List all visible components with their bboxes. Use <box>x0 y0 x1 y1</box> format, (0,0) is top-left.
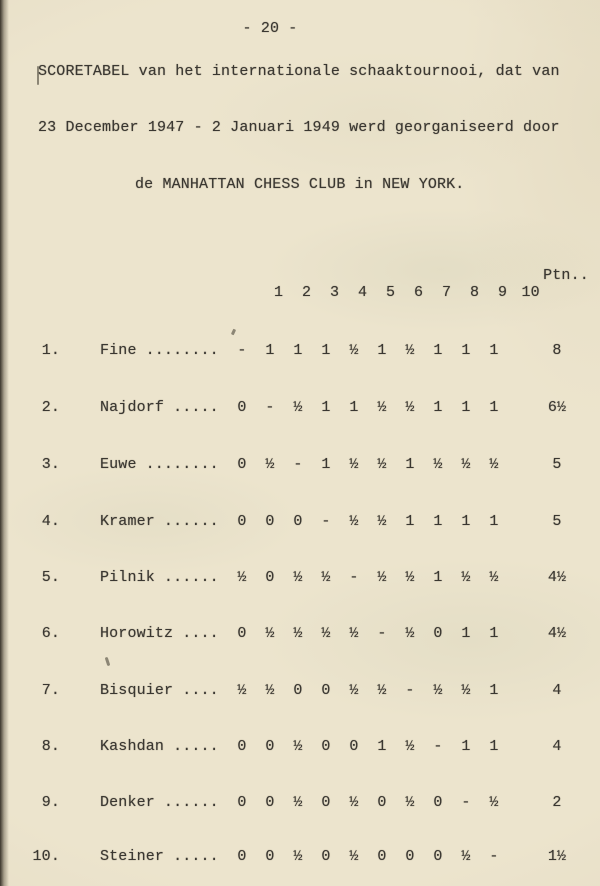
result-cell: - <box>461 794 471 811</box>
column-header: 1 <box>274 284 284 301</box>
column-header: 2 <box>302 284 312 301</box>
result-cell: ½ <box>321 569 331 586</box>
leader-dots: ..... <box>173 738 219 755</box>
points-value: 8 <box>552 342 562 359</box>
result-cell: ½ <box>433 682 443 699</box>
points-value: 4½ <box>547 625 567 642</box>
row-cells <box>228 682 508 699</box>
row-cells <box>228 738 508 755</box>
table-row <box>0 738 600 760</box>
result-cell: 0 <box>237 625 247 642</box>
player-name <box>100 738 219 755</box>
result-cell: ½ <box>377 569 387 586</box>
result-cell: 1 <box>321 342 331 359</box>
leader-dots: ..... <box>173 848 219 865</box>
row-cells <box>228 625 508 642</box>
result-cell: 0 <box>433 625 443 642</box>
result-cell: ½ <box>237 682 247 699</box>
table-row <box>0 399 600 421</box>
table-row <box>0 682 600 704</box>
row-rank: 10. <box>32 848 60 865</box>
row-cells <box>228 399 508 416</box>
result-cell: 1 <box>405 456 415 473</box>
result-cell: - <box>265 399 275 416</box>
row-cells <box>228 456 508 473</box>
result-cell: 0 <box>265 738 275 755</box>
result-cell: - <box>321 513 331 530</box>
row-rank: 1. <box>41 342 60 359</box>
result-cell: 1 <box>489 399 499 416</box>
row-cells <box>228 848 508 865</box>
result-cell: 0 <box>265 513 275 530</box>
result-cell: 0 <box>321 794 331 811</box>
result-cell: ½ <box>461 682 471 699</box>
row-cells <box>228 794 508 811</box>
player-name <box>100 682 219 699</box>
points-value: 5 <box>552 456 562 473</box>
table-header-numbers <box>228 267 545 318</box>
result-cell: 0 <box>237 399 247 416</box>
result-cell: 1 <box>293 342 303 359</box>
leader-dots: .... <box>182 625 219 642</box>
result-cell: 0 <box>237 794 247 811</box>
row-rank: 5. <box>41 569 60 586</box>
column-header-points: Ptn.. <box>543 267 589 284</box>
result-cell: 1 <box>433 513 443 530</box>
result-cell: ½ <box>405 342 415 359</box>
points-value: 2 <box>552 794 562 811</box>
result-cell: 0 <box>237 456 247 473</box>
leader-dots: ..... <box>173 399 219 416</box>
result-cell: 0 <box>405 848 415 865</box>
result-cell: 0 <box>433 848 443 865</box>
result-cell: ½ <box>349 794 359 811</box>
title-line-1: SCORETABEL van het internationale schaaktournooi, dat van <box>38 63 560 80</box>
result-cell: 0 <box>237 738 247 755</box>
row-rank: 4. <box>41 513 60 530</box>
points-value: 6½ <box>547 399 567 416</box>
title-line-2: 23 December 1947 - 2 Januari 1949 werd georganiseerd door <box>38 119 560 136</box>
result-cell: ½ <box>293 738 303 755</box>
result-cell: - <box>293 456 303 473</box>
player-name-text: Steiner <box>100 848 165 865</box>
player-name-text: Najdorf <box>100 399 165 416</box>
result-cell: 0 <box>321 848 331 865</box>
row-rank: 8. <box>41 738 60 755</box>
result-cell: - <box>433 738 443 755</box>
player-name <box>100 342 219 359</box>
result-cell: 1 <box>321 399 331 416</box>
result-cell: ½ <box>489 569 499 586</box>
result-cell: 1 <box>461 738 471 755</box>
column-header: 4 <box>358 284 368 301</box>
row-cells <box>228 513 508 530</box>
result-cell: ½ <box>461 456 471 473</box>
result-cell: 1 <box>377 738 387 755</box>
result-cell: ½ <box>405 738 415 755</box>
row-rank: 3. <box>41 456 60 473</box>
leader-dots: ...... <box>163 513 219 530</box>
result-cell: 0 <box>349 738 359 755</box>
result-cell: ½ <box>489 794 499 811</box>
result-cell: ½ <box>265 456 275 473</box>
result-cell: ½ <box>461 569 471 586</box>
player-name-text: Kashdan <box>100 738 165 755</box>
result-cell: - <box>489 848 499 865</box>
result-cell: ½ <box>349 456 359 473</box>
result-cell: ½ <box>377 456 387 473</box>
result-cell: ½ <box>377 399 387 416</box>
result-cell: 1 <box>377 342 387 359</box>
result-cell: 1 <box>489 625 499 642</box>
table-row <box>0 342 600 364</box>
result-cell: ½ <box>349 848 359 865</box>
result-cell: ½ <box>405 399 415 416</box>
result-cell: 0 <box>433 794 443 811</box>
title-line-3: de MANHATTAN CHESS CLUB in NEW YORK. <box>135 176 465 193</box>
player-name-text: Euwe <box>100 456 137 473</box>
result-cell: ½ <box>349 342 359 359</box>
row-rank: 7. <box>41 682 60 699</box>
result-cell: - <box>237 342 247 359</box>
result-cell: 1 <box>265 342 275 359</box>
result-cell: 1 <box>461 399 471 416</box>
result-cell: ½ <box>433 456 443 473</box>
player-name <box>100 848 219 865</box>
points-value: 4 <box>552 682 562 699</box>
result-cell: ½ <box>349 682 359 699</box>
result-cell: 0 <box>293 682 303 699</box>
result-cell: ½ <box>349 625 359 642</box>
points-value: 4½ <box>547 569 567 586</box>
player-name-text: Denker <box>100 794 155 811</box>
player-name <box>100 399 219 416</box>
result-cell: 1 <box>433 342 443 359</box>
result-cell: ½ <box>349 513 359 530</box>
result-cell: 0 <box>377 794 387 811</box>
result-cell: 1 <box>461 513 471 530</box>
result-cell: ½ <box>293 399 303 416</box>
column-header: 7 <box>442 284 452 301</box>
result-cell: 0 <box>237 513 247 530</box>
result-cell: 1 <box>489 513 499 530</box>
table-row <box>0 794 600 816</box>
leader-dots: ...... <box>163 794 219 811</box>
result-cell: 1 <box>489 738 499 755</box>
result-cell: 1 <box>433 399 443 416</box>
result-cell: 1 <box>405 513 415 530</box>
result-cell: 1 <box>489 682 499 699</box>
player-name-text: Fine <box>100 342 137 359</box>
result-cell: - <box>377 625 387 642</box>
result-cell: 0 <box>377 848 387 865</box>
result-cell: 0 <box>265 794 275 811</box>
column-header: 3 <box>330 284 340 301</box>
leader-dots: ...... <box>163 569 219 586</box>
player-name-text: Kramer <box>100 513 155 530</box>
result-cell: 0 <box>321 682 331 699</box>
player-name <box>100 569 219 586</box>
points-value: 4 <box>552 738 562 755</box>
result-cell: ½ <box>293 794 303 811</box>
result-cell: ½ <box>293 569 303 586</box>
row-rank: 6. <box>41 625 60 642</box>
result-cell: 0 <box>293 513 303 530</box>
leader-dots: .... <box>182 682 219 699</box>
page-number: - 20 - <box>242 20 298 37</box>
result-cell: ½ <box>293 625 303 642</box>
result-cell: 0 <box>237 848 247 865</box>
points-value: 1½ <box>547 848 567 865</box>
points-value: 5 <box>552 513 562 530</box>
result-cell: ½ <box>377 682 387 699</box>
player-name <box>100 794 219 811</box>
player-name-text: Pilnik <box>100 569 155 586</box>
row-cells <box>228 569 508 586</box>
table-row <box>0 513 600 535</box>
player-name <box>100 456 219 473</box>
player-name-text: Bisquier <box>100 682 174 699</box>
scan-artifact <box>231 329 236 336</box>
row-rank: 9. <box>41 794 60 811</box>
leader-dots: ........ <box>145 456 219 473</box>
result-cell: - <box>405 682 415 699</box>
result-cell: 0 <box>265 848 275 865</box>
column-header: 9 <box>498 284 508 301</box>
result-cell: 0 <box>321 738 331 755</box>
scan-artifact <box>105 657 111 666</box>
table-row <box>0 456 600 478</box>
result-cell: ½ <box>405 794 415 811</box>
result-cell: ½ <box>265 625 275 642</box>
result-cell: ½ <box>405 625 415 642</box>
result-cell: ½ <box>489 456 499 473</box>
row-rank: 2. <box>41 399 60 416</box>
result-cell: - <box>349 569 359 586</box>
result-cell: ½ <box>461 848 471 865</box>
result-cell: 1 <box>461 342 471 359</box>
result-cell: 0 <box>265 569 275 586</box>
row-cells <box>228 342 508 359</box>
table-row <box>0 569 600 591</box>
result-cell: ½ <box>265 682 275 699</box>
player-name-text: Horowitz <box>100 625 174 642</box>
player-name <box>100 625 219 642</box>
result-cell: 1 <box>321 456 331 473</box>
result-cell: 1 <box>433 569 443 586</box>
column-header: 6 <box>414 284 424 301</box>
result-cell: ½ <box>293 848 303 865</box>
column-header: 10 <box>521 284 540 301</box>
table-row <box>0 848 600 870</box>
player-name <box>100 513 219 530</box>
result-cell: 1 <box>489 342 499 359</box>
result-cell: ½ <box>237 569 247 586</box>
result-cell: ½ <box>321 625 331 642</box>
column-header: 5 <box>386 284 396 301</box>
result-cell: ½ <box>377 513 387 530</box>
result-cell: 1 <box>461 625 471 642</box>
column-header: 8 <box>470 284 480 301</box>
table-row <box>0 625 600 647</box>
leader-dots: ........ <box>145 342 219 359</box>
result-cell: ½ <box>405 569 415 586</box>
result-cell: 1 <box>349 399 359 416</box>
